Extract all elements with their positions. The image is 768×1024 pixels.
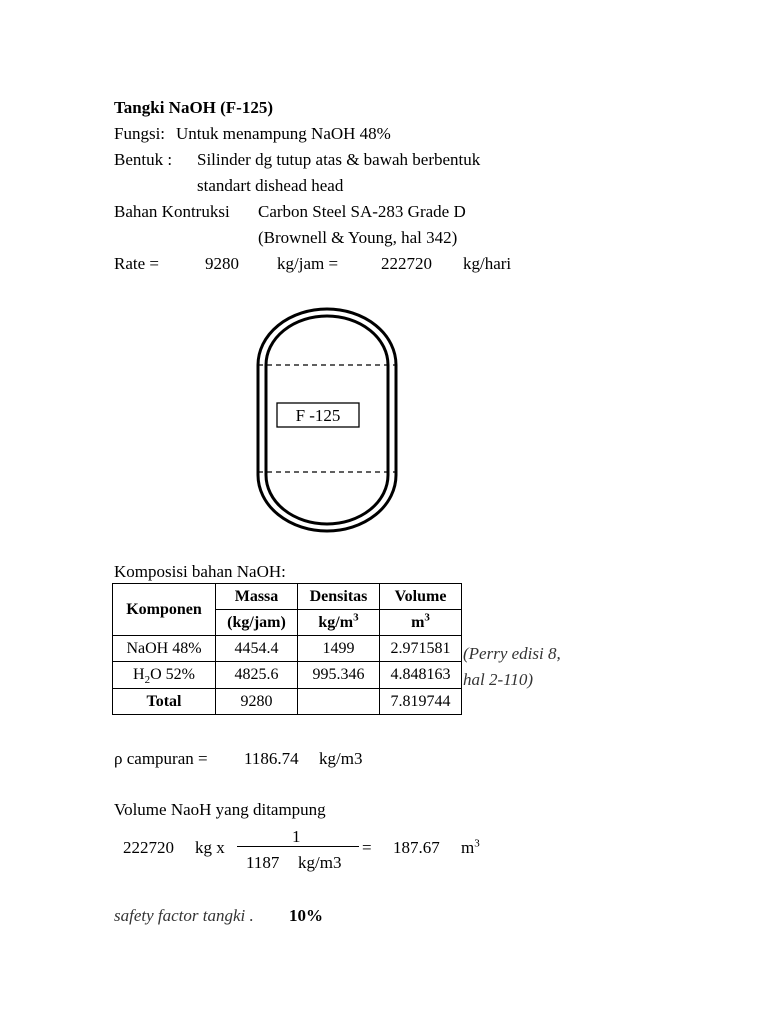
density-value: 1186.74 (244, 749, 299, 768)
densitas-cell: 995.346 (298, 662, 380, 689)
header-komponen: Komponen (113, 584, 216, 636)
reference-line-2: hal 2-110) (463, 670, 534, 689)
header-volume: Volume (380, 584, 462, 610)
header-volume-unit-cell (380, 610, 462, 636)
total-volume: 7.819744 (380, 689, 462, 715)
bahan-reference: (Brownell & Young, hal 342) (258, 228, 458, 247)
fraction-denominator-unit: kg/m3 (298, 853, 342, 872)
page-title: Tangki NaOH (F-125) (114, 98, 274, 117)
total-massa: 9280 (216, 689, 298, 715)
total-label: Total (113, 689, 216, 715)
bentuk-label: Bentuk : (114, 150, 173, 169)
tank-diagram (255, 305, 405, 545)
composition-table (112, 583, 462, 715)
massa-cell: 4454.4 (216, 636, 298, 662)
table-row (113, 662, 462, 689)
equals-sign: = (362, 838, 372, 857)
safety-factor-label: safety factor tangki . (114, 906, 254, 925)
table-total-row (113, 689, 462, 715)
fraction-numerator: 1 (292, 827, 301, 846)
bentuk-line-2: standart dishead head (197, 176, 344, 195)
volume-lhs-unit: kg x (195, 838, 225, 857)
fraction-denominator-value: 1187 (246, 853, 280, 872)
composition-heading: Komposisi bahan NaOH: (114, 562, 286, 581)
header-volume-unit: m (411, 613, 425, 631)
fungsi-label: Fungsi: (114, 124, 166, 143)
header-massa: Massa (216, 584, 298, 610)
rate-value-per-hour: 9280 (205, 254, 239, 273)
bahan-label: Bahan Kontruksi (114, 202, 230, 221)
komponen-cell: NaOH 48% (113, 636, 216, 662)
rate-value-per-day: 222720 (381, 254, 432, 273)
rate-unit-per-hour: kg/jam = (277, 254, 339, 273)
volume-result-unit: m (461, 838, 475, 857)
density-label: ρ campuran = (114, 749, 208, 768)
header-densitas: Densitas (298, 584, 380, 610)
volume-heading: Volume NaoH yang ditampung (114, 800, 326, 819)
rate-label: Rate = (114, 254, 159, 273)
header-densitas-unit-cell (298, 610, 380, 636)
total-densitas (298, 689, 380, 715)
table-row (113, 636, 462, 662)
komponen-suffix: O 52% (150, 666, 195, 683)
volume-result-unit-wrap (461, 839, 480, 856)
komponen-prefix: H (133, 666, 145, 683)
volume-cell: 2.971581 (380, 636, 462, 662)
fraction-line (237, 846, 359, 847)
density-unit: kg/m3 (319, 749, 363, 768)
bahan-value: Carbon Steel SA-283 Grade D (258, 202, 466, 221)
fungsi-value: Untuk menampung NaOH 48% (176, 124, 391, 143)
volume-result-value: 187.67 (393, 838, 440, 857)
densitas-cell: 1499 (298, 636, 380, 662)
reference-line-1: (Perry edisi 8, (463, 644, 561, 663)
komponen-subscript: 2 (144, 674, 151, 687)
volume-cell: 4.848163 (380, 662, 462, 689)
header-densitas-unit-exponent: 3 (353, 611, 359, 624)
header-densitas-unit: kg/m (318, 613, 354, 631)
bentuk-line-1: Silinder dg tutup atas & bawah berbentuk (197, 150, 481, 169)
volume-result-unit-exponent: 3 (474, 837, 480, 850)
header-volume-unit-exponent: 3 (424, 611, 430, 624)
volume-lhs-value: 222720 (123, 838, 174, 857)
massa-cell: 4825.6 (216, 662, 298, 689)
rate-unit-per-day: kg/hari (463, 254, 512, 273)
komponen-cell (113, 662, 216, 689)
tank-label: F -125 (295, 406, 341, 425)
safety-factor-value: 10% (289, 906, 323, 925)
header-massa-unit: (kg/jam) (216, 610, 298, 636)
